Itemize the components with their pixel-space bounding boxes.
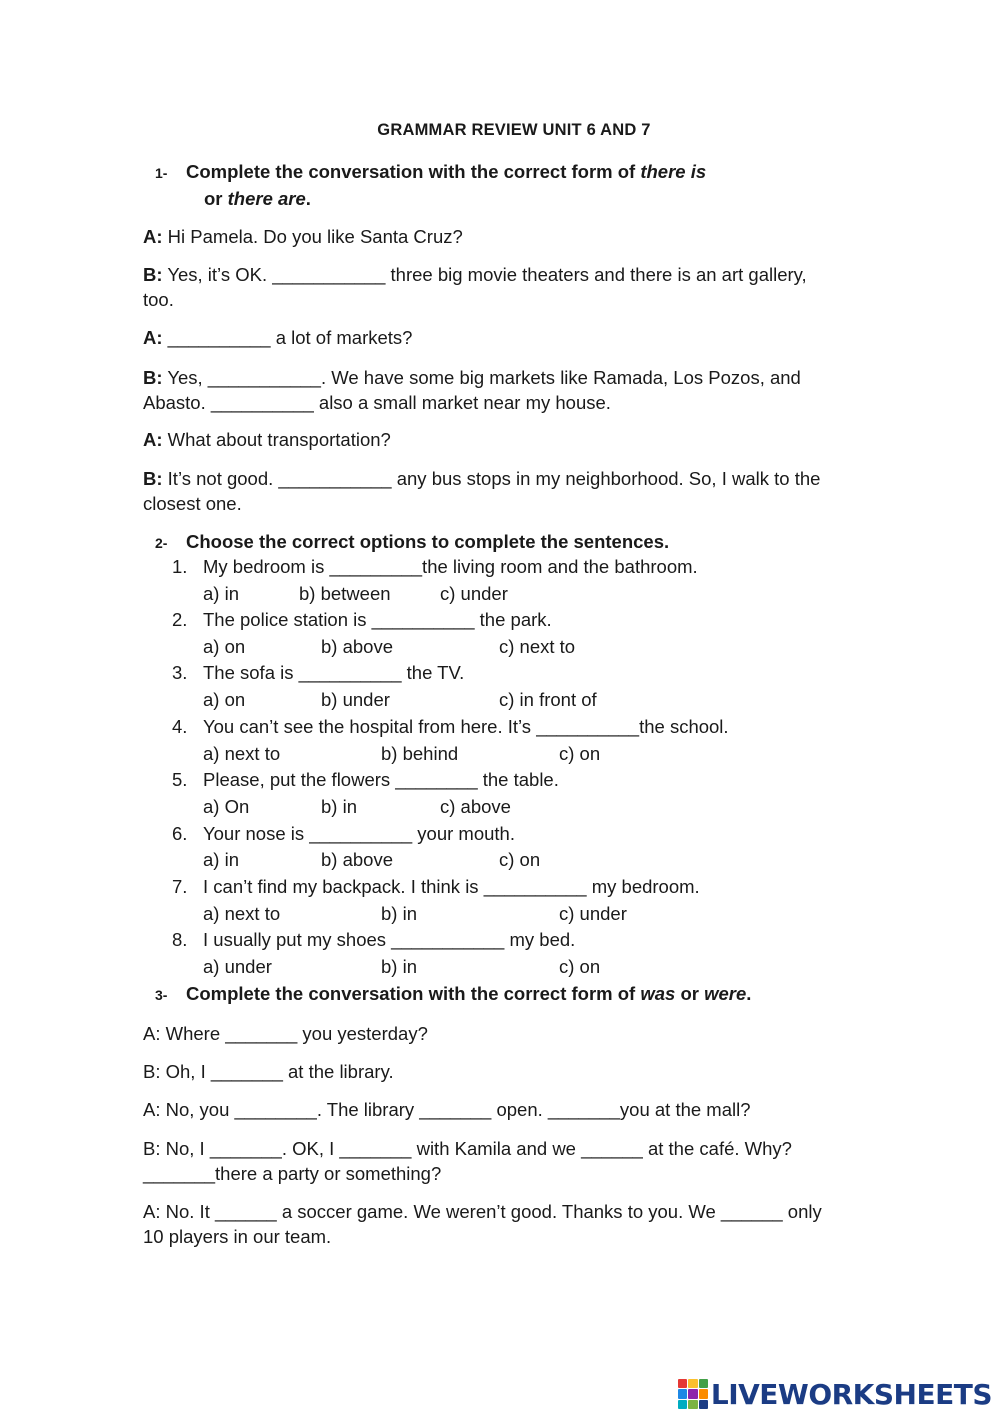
question-text: I usually put my shoes ___________ my bed. (203, 929, 576, 950)
liveworksheets-logo-icon (678, 1379, 708, 1409)
question-number: 7. (172, 876, 188, 897)
logo-tile (678, 1389, 687, 1398)
option-a: a) next to (203, 903, 281, 924)
question-text: The sofa is __________ the TV. (203, 662, 465, 683)
speaker-label: B: (143, 367, 163, 388)
section-3-number: 3- (155, 987, 168, 1003)
section-3-text-c: . (746, 983, 752, 1004)
dialog-text: Yes, it’s OK. ___________ three big movie theaters and there is an art gallery, too. (143, 264, 807, 310)
logo-tile (699, 1379, 708, 1388)
dialog-text: __________ a lot of markets? (162, 327, 413, 348)
dialog-1-line (143, 325, 863, 350)
question-text: My bedroom is _________the living room and the bathroom. (203, 556, 698, 577)
speaker-label: B: (143, 264, 163, 285)
speaker-label: A: (143, 327, 163, 348)
section-1-heading (155, 159, 706, 211)
option-a: a) On (203, 796, 250, 817)
question-text: I can’t find my backpack. I think is __________ my bedroom. (203, 876, 700, 897)
dialog-3-line: A: No. It ______ a soccer game. We weren’t good. Thanks to you. We ______ only 10 players in our team. (143, 1201, 822, 1247)
question-6 (172, 821, 515, 846)
option-c: c) on (559, 743, 601, 764)
section-2-text: Choose the correct options to complete the sentences. (186, 531, 670, 552)
option-b: b) between (299, 583, 391, 604)
question-3 (172, 660, 464, 685)
logo-tile (688, 1400, 697, 1409)
question-number: 3. (172, 662, 188, 683)
section-3-em-a: was (640, 983, 676, 1004)
dialog-3-line: A: No, you ________. The library _______ open. _______you at the mall? (143, 1099, 751, 1120)
option-a: a) next to (203, 743, 281, 764)
dialog-text: Yes, ___________. We have some big markets like Ramada, Los Pozos, and Abasto. __________ also a small market near my house. (143, 367, 801, 413)
option-a: a) under (203, 956, 272, 977)
question-8 (172, 927, 575, 952)
logo-tile (688, 1379, 697, 1388)
logo-tile (678, 1379, 687, 1388)
logo-text: LIVEWORKSHEETS (710, 1377, 992, 1411)
section-1-number: 1- (155, 165, 168, 181)
section-3-heading (155, 981, 751, 1008)
section-1-em-a: there is (640, 161, 707, 182)
option-b: b) in (381, 903, 417, 924)
section-1-text-b: or (204, 188, 228, 209)
question-7 (172, 874, 700, 899)
option-c: c) on (559, 956, 601, 977)
dialog-3-line: B: Oh, I _______ at the library. (143, 1061, 394, 1082)
section-3-em-b: were (704, 983, 747, 1004)
question-1 (172, 554, 698, 579)
option-b: b) under (321, 689, 390, 710)
option-c: c) next to (499, 636, 576, 657)
section-3-text-b: or (675, 983, 705, 1004)
option-a: a) in (203, 849, 239, 870)
section-2-number: 2- (155, 535, 168, 551)
question-text: The police station is __________ the park. (203, 609, 552, 630)
logo-tile (688, 1389, 697, 1398)
dialog-3-line: B: No, I _______. OK, I _______ with Kamila and we ______ at the café. Why? _______there a party or something? (143, 1138, 792, 1184)
logo-tile (699, 1400, 708, 1409)
logo-tile (699, 1389, 708, 1398)
section-1-em-b: there are (227, 188, 306, 209)
dialog-text: Hi Pamela. Do you like Santa Cruz? (162, 226, 463, 247)
question-5 (172, 767, 559, 792)
liveworksheets-logo[interactable] (678, 1376, 992, 1412)
speaker-label: A: (143, 226, 163, 247)
option-b: b) in (381, 956, 417, 977)
section-1-text-c: . (305, 188, 311, 209)
option-b: b) behind (381, 743, 459, 764)
speaker-label: A: (143, 429, 163, 450)
question-number: 1. (172, 556, 188, 577)
question-2 (172, 607, 552, 632)
question-number: 2. (172, 609, 188, 630)
option-b: b) above (321, 849, 393, 870)
question-number: 6. (172, 823, 188, 844)
option-c: c) in front of (499, 689, 597, 710)
logo-tile (678, 1400, 687, 1409)
section-2-heading (155, 529, 669, 556)
option-c: c) under (559, 903, 627, 924)
dialog-3-line: A: Where _______ you yesterday? (143, 1023, 428, 1044)
option-b: b) in (321, 796, 357, 817)
question-number: 8. (172, 929, 188, 950)
option-c: c) above (440, 796, 511, 817)
option-c: c) under (440, 583, 508, 604)
question-text: Your nose is __________ your mouth. (203, 823, 515, 844)
section-3-text-a: Complete the conversation with the correct form of (186, 983, 641, 1004)
dialog-1-line (143, 365, 833, 415)
dialog-text: What about transportation? (162, 429, 391, 450)
question-text: Please, put the flowers ________ the table. (203, 769, 559, 790)
dialog-1-line (143, 427, 863, 452)
question-text: You can’t see the hospital from here. It’s __________the school. (203, 716, 729, 737)
option-a: a) on (203, 636, 246, 657)
section-1-text-a: Complete the conversation with the correct form of (186, 161, 641, 182)
option-c: c) on (499, 849, 541, 870)
question-number: 5. (172, 769, 188, 790)
dialog-1-line (143, 224, 863, 249)
dialog-1-line (143, 466, 855, 516)
option-a: a) in (203, 583, 239, 604)
speaker-label: B: (143, 468, 163, 489)
question-4 (172, 714, 729, 739)
option-b: b) above (321, 636, 393, 657)
worksheet-title: GRAMMAR REVIEW UNIT 6 AND 7 (377, 121, 651, 139)
question-number: 4. (172, 716, 188, 737)
dialog-1-line (143, 262, 823, 312)
dialog-text: It’s not good. ___________ any bus stops in my neighborhood. So, I walk to the closest one. (143, 468, 821, 514)
option-a: a) on (203, 689, 246, 710)
